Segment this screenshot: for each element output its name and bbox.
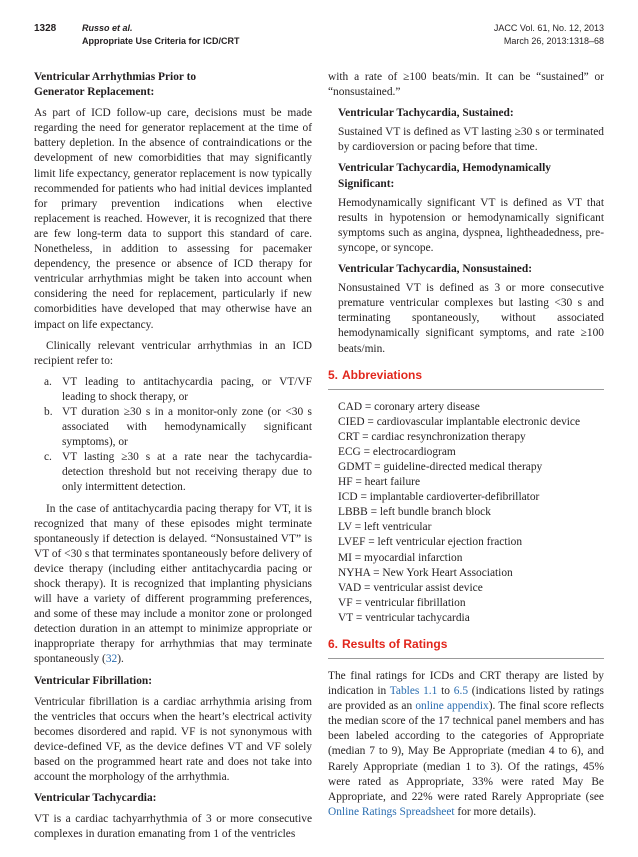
paragraph-clinically-relevant: Clinically relevant ventricular arrhythmias in an ICD recipient refer to: (34, 339, 312, 367)
list-item: b. VT duration ≥30 s in a monitor-only zone (or <30 s associated with hemodynamically significant symptoms), or (44, 405, 312, 449)
subheading-ventricular-tachycardia: Ventricular Tachycardia: (34, 792, 157, 805)
list-item: CIED = cardiovascular implantable electronic device (338, 415, 581, 428)
paragraph-vt-hemodynamic: Hemodynamically significant VT is defined as VT that results in hypotension or hemodynamically significant symptoms such as angina, dyspnea, lightheadedness, pre-syncope, or syncope. (338, 196, 604, 254)
paragraph-vt-nonsustained: Nonsustained VT is defined as 3 or more consecutive premature ventricular complexes but lasting <30 s and terminating spontaneously, without associated hemodynamically significant symptoms, and rate ≥100 beats/min. (338, 282, 604, 355)
section-heading-results: 6. Results of Ratings (328, 636, 604, 659)
list-item: VT = ventricular tachycardia (338, 611, 470, 624)
subheading-ventricular-fibrillation: Ventricular Fibrillation: (34, 674, 153, 687)
list-item: LVEF = left ventricular ejection fraction (338, 536, 523, 549)
table-6-5-link[interactable]: 6.5 (453, 685, 469, 698)
list-item: VF = ventricular fibrillation (338, 596, 466, 609)
subheading-vt-nonsustained: Ventricular Tachycardia, Nonsustained: (338, 263, 532, 276)
list-item: CAD = coronary artery disease (338, 400, 480, 413)
paragraph-ventricular-tachycardia: VT is a cardiac tachyarrhythmia of 3 or more consecutive complexes in duration emanating from 1 of the ventricles (34, 813, 312, 841)
running-title: Appropriate Use Criteria for ICD/CRT (82, 36, 240, 46)
journal-reference: JACC Vol. 61, No. 12, 2013 (493, 23, 604, 33)
list-item: GDMT = guideline-directed medical therapy (338, 460, 543, 473)
subheading-vt-hemodynamic: Ventricular Tachycardia, Hemodynamically Significant: (338, 162, 551, 190)
list-item: ICD = implantable cardioverter-defibrillator (338, 491, 540, 504)
running-header (34, 22, 604, 58)
paragraph-results-of-ratings: The final ratings for ICDs and CRT therapy are listed by indication in Tables 1.1 to 6.5 (indications listed by ratings are provided as an online appendix). The final score reflects the median score of the 17 technical panel members and has been labeled according to the categories of Appropriate (median 7 to 9), May Be Appropriate (median 4 to 6), and Rarely Appropriate (median 1 to 3). Of the ratings, 45% were rated as Appropriate, 33% were rated May Be Appropriate, and 22% were rated Rarely Appropriate (see Online Ratings Spreadsheet for more details). (328, 670, 604, 818)
list-item: LV = left ventricular (338, 521, 432, 534)
list-item: CRT = cardiac resynchronization therapy (338, 430, 526, 443)
subheading-generator-replacement: Ventricular Arrhythmias Prior to Generator Replacement: (34, 71, 197, 99)
page-number: 1328 (34, 23, 57, 34)
list-item: NYHA = New York Heart Association (338, 566, 513, 579)
list-item: ECG = electrocardiogram (338, 445, 456, 458)
list-item: LBBB = left bundle branch block (338, 506, 491, 519)
right-column (328, 70, 604, 820)
criteria-list (34, 375, 312, 496)
list-item: c. VT lasting ≥30 s at a rate near the tachycardia-detection threshold but not receiving therapy due to only intermittent detection. (44, 451, 312, 494)
online-appendix-link[interactable]: online appendix (415, 700, 489, 713)
section-heading-abbreviations: 5. Abbreviations (328, 367, 604, 390)
abbreviation-list (338, 400, 604, 626)
list-item: VAD = ventricular assist device (338, 581, 483, 594)
left-column (34, 70, 312, 843)
list-item: HF = heart failure (338, 476, 421, 489)
reference-link-32[interactable]: 32 (105, 653, 118, 666)
journal-date: March 26, 2013:1318–68 (503, 36, 604, 46)
paragraph-ventricular-fibrillation: Ventricular fibrillation is a cardiac arrhythmia arising from the ventricles that occurs when the heart’s electrical activity becomes disordered and rapid. VF is not synonymous with device-defined VF, as the device defines VT and VF solely based on the programmed heart rate and does not take into account the morphology of the arrhythmia. (34, 695, 312, 784)
subheading-vt-sustained: Ventricular Tachycardia, Sustained: (338, 107, 514, 120)
paragraph-antitachycardia: In the case of antitachycardia pacing therapy for VT, it is recognized that many of these episodes might terminate spontaneously if detection is delayed. “Nonsustained VT” is VT of <30 s that terminates spontaneously before delivery of device therapy (including either antitachycardia pacing or shock therapy). It is recognized that implanting physicians will have a variety of different programming preferences, and some of these may include a monitor zone or prolonged detection duration in an attempt to minimize appropriate or inappropriate therapy for arrhythmias that may terminate spontaneously (32). (34, 502, 312, 666)
list-item: a. VT leading to antitachycardia pacing, or VT/VF leading to shock therapy, or (44, 375, 312, 403)
running-authors: Russo et al. (82, 23, 133, 33)
paragraph-vt-continued: with a rate of ≥100 beats/min. It can be “sustained” or “nonsustained.” (328, 71, 604, 99)
list-item: MI = myocardial infarction (338, 551, 463, 564)
paragraph-vt-sustained: Sustained VT is defined as VT lasting ≥30 s or terminated by cardioversion or pacing before that time. (338, 126, 604, 154)
ratings-spreadsheet-link[interactable]: Online Ratings Spreadsheet (328, 805, 455, 818)
tables-link[interactable]: Tables 1.1 (389, 685, 438, 698)
paragraph-icd-follow-up: As part of ICD follow-up care, decisions must be made regarding the need for generator replacement at the time of battery depletion. In the absence of contraindications or the development of new comorbidities that may significantly limit life expectancy, generator replacement is now typically recommended for patients who had initial devices implanted for primary prevention indications when elective replacement is reached. However, it is recognized that there are few long-term data to support this standard of care. Nonetheless, in addition to assessing for pacemaker dependency, the presence or absence of ICD therapy for ventricular arrhythmias might be taken into account when considering the need for replacement, particularly if new comorbidities have developed that may otherwise have an impact on life expectancy. (34, 107, 312, 331)
vt-definitions (338, 106, 604, 356)
